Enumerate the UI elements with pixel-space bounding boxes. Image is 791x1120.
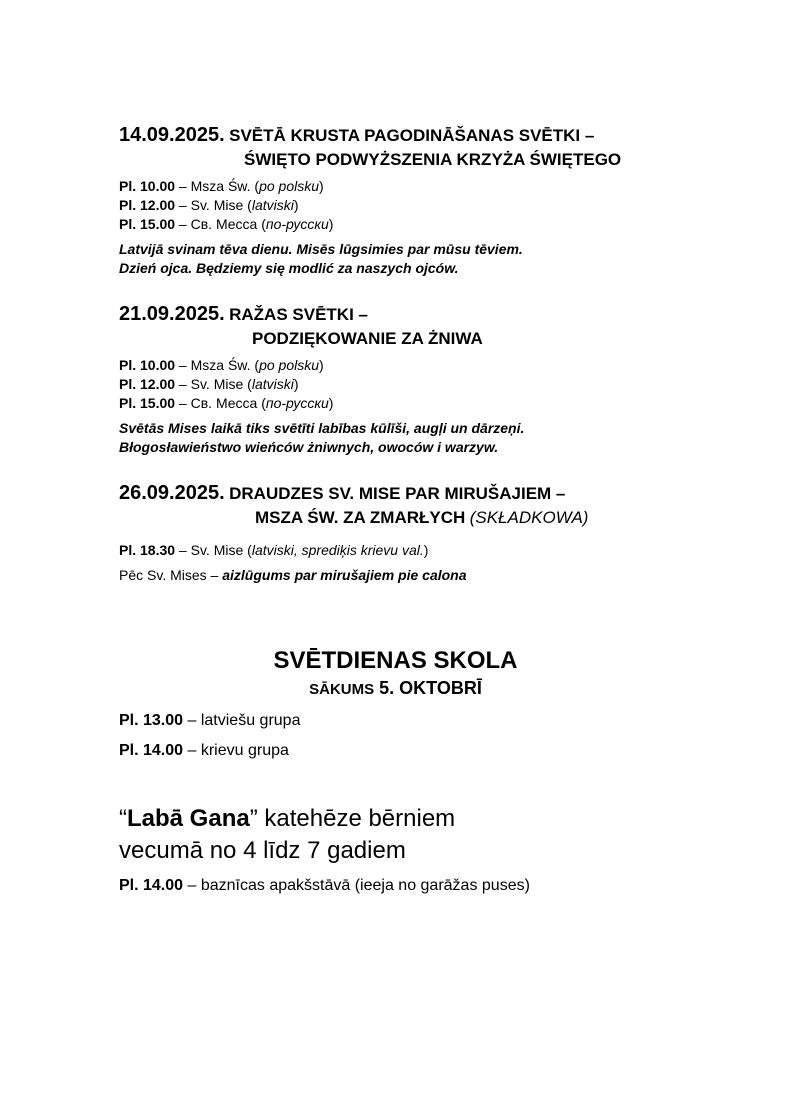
laba-gana-location: [119, 877, 530, 895]
service-language: по-русски: [265, 395, 329, 411]
service-line: [119, 394, 333, 413]
quote-open: “: [119, 805, 127, 832]
dash: –: [175, 542, 191, 558]
service-time: Pl. 12.00: [119, 197, 176, 213]
after-text: aizlūgums par mirušajiem pie calona: [222, 567, 467, 583]
laba-gana-place: baznīcas apakšstāvā (ieeja no garāžas puses): [200, 877, 530, 894]
school-group: [119, 712, 300, 730]
school-subtitle-date: 5. OKTOBRĪ: [374, 678, 482, 698]
after-prefix: Pēc Sv. Mises –: [119, 567, 223, 583]
event-3-heading: [119, 482, 565, 505]
service-text: Sv. Mise (: [190, 542, 252, 558]
service-line: [119, 215, 333, 234]
service-time: Pl. 10.00: [119, 178, 176, 194]
laba-gana-title-rest: ” katehēze bērniem: [249, 805, 456, 832]
service-line: [119, 356, 324, 375]
paren: ): [319, 357, 324, 373]
service-text: Msza Św. (: [190, 178, 260, 194]
event-title-translation: PODZIĘKOWANIE ZA ŻNIWA: [252, 329, 483, 348]
service-time: Pl. 18.30: [119, 542, 176, 558]
event-title-note: (SKŁADKOWA): [469, 508, 589, 527]
service-language: po polsku: [259, 178, 320, 194]
service-line: [119, 196, 299, 215]
dash: –: [183, 712, 201, 729]
dash: –: [175, 395, 191, 411]
group-text: latviešu grupa: [200, 712, 301, 729]
dash: –: [175, 216, 191, 232]
event-title-translation: ŚWIĘTO PODWYŻSZENIA KRZYŻA ŚWIĘTEGO: [244, 150, 622, 169]
service-text: Sv. Mise (: [190, 197, 252, 213]
service-line: [119, 541, 428, 560]
paren: ): [423, 542, 429, 558]
service-language: latviski: [251, 197, 294, 213]
service-language: по-русски: [265, 216, 329, 232]
laba-gana-title: [119, 804, 455, 834]
school-group: [119, 742, 289, 760]
service-language: latviski, sprediķis krievu val.: [251, 542, 424, 558]
service-language: po polsku: [259, 357, 320, 373]
event-note: Latvijā svinam tēva dienu. Misēs lūgsimies par mūsu tēviem.: [119, 241, 523, 257]
dash: –: [175, 357, 191, 373]
service-time: Pl. 10.00: [119, 357, 176, 373]
after-mass-line: [119, 566, 467, 585]
dash: –: [175, 376, 191, 392]
laba-gana-age: vecumā no 4 līdz 7 gadiem: [119, 837, 406, 864]
dash: –: [175, 197, 191, 213]
service-language: latviski: [251, 376, 294, 392]
event-note: Błogosławieństwo wieńców żniwnych, owoców i warzyw.: [119, 439, 499, 455]
paren: ): [328, 395, 334, 411]
paren: ): [328, 216, 334, 232]
paren: ): [293, 197, 299, 213]
paren: ): [293, 376, 299, 392]
laba-gana-time: Pl. 14.00: [119, 877, 184, 894]
service-text: Св. Месса (: [190, 395, 266, 411]
event-title: RAŽAS SVĒTKI –: [229, 305, 368, 324]
event-note: Svētās Mises laikā tiks svētīti labības kūlīši, augļi un dārzeņi.: [119, 420, 525, 436]
dash: –: [175, 178, 191, 194]
service-text: Msza Św. (: [190, 357, 260, 373]
service-time: Pl. 15.00: [119, 395, 176, 411]
event-title-translation: [255, 508, 588, 528]
event-2-heading: [119, 303, 368, 326]
event-title-line: MSZA ŚW. ZA ZMARŁYCH: [255, 508, 466, 527]
paren: ): [319, 178, 324, 194]
event-date: 26.09.2025.: [119, 482, 225, 504]
event-title: SVĒTĀ KRUSTA PAGODINĀŠANAS SVĒTKI –: [229, 126, 595, 145]
group-time: Pl. 14.00: [119, 742, 184, 759]
event-title: DRAUDZES SV. MISE PAR MIRUŠAJIEM –: [229, 484, 566, 503]
dash: –: [183, 742, 201, 759]
event-date: 21.09.2025.: [119, 303, 225, 325]
event-1-heading: [119, 124, 594, 147]
school-subtitle: [0, 678, 791, 699]
service-line: [119, 375, 299, 394]
group-text: krievu grupa: [200, 742, 289, 759]
dash: –: [183, 877, 201, 894]
group-time: Pl. 13.00: [119, 712, 184, 729]
service-text: Sv. Mise (: [190, 376, 252, 392]
school-subtitle-prefix: SĀKUMS: [309, 681, 375, 698]
laba-gana-name: Labā Gana: [127, 805, 250, 832]
service-time: Pl. 12.00: [119, 376, 176, 392]
event-date: 14.09.2025.: [119, 124, 225, 146]
event-note: Dzień ojca. Będziemy się modlić za naszych ojców.: [119, 260, 459, 276]
school-title: SVĒTDIENAS SKOLA: [273, 647, 518, 674]
service-text: Св. Месса (: [190, 216, 266, 232]
service-time: Pl. 15.00: [119, 216, 176, 232]
service-line: [119, 177, 324, 196]
